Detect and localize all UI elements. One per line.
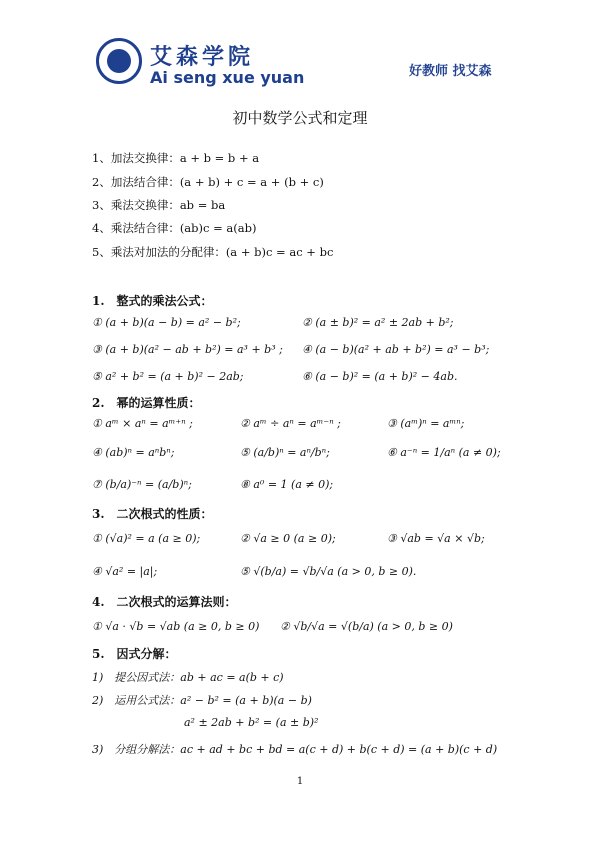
section-heading-1: 1. 整式的乘法公式： [92, 294, 213, 308]
formula-1-3: ③ (a + b)(a² − ab + b²) = a³ + b³ ; [92, 343, 283, 356]
formula-3-5: ⑤ √(b/a) = √b/√a (a > 0, b ≥ 0). [240, 565, 417, 578]
formula-1-6: ⑥ (a − b)² = (a + b)² − 4ab. [302, 370, 458, 383]
factor-method-2b: a² ± 2ab + b² = (a ± b)² [184, 716, 319, 729]
slogan: 好教师 找艾森 [409, 64, 492, 79]
logo-emblem [96, 38, 142, 84]
law-5: 5、乘法对加法的分配律：(a + b)c = ac + bc [92, 245, 334, 259]
law-1: 1、加法交换律：a + b = b + a [92, 151, 260, 165]
law-2: 2、加法结合律：(a + b) + c = a + (b + c) [92, 175, 324, 189]
brand-name-cn: 艾森学院 [150, 45, 255, 70]
page-number: 1 [296, 776, 304, 787]
factor-method-1: 1) 提公因式法：ab + ac = a(b + c) [92, 671, 284, 684]
section-heading-2: 2. 幂的运算性质： [92, 396, 201, 410]
factor-method-2: 2) 运用公式法：a² − b² = (a + b)(a − b) [92, 694, 312, 707]
formula-3-2: ② √a ≥ 0 (a ≥ 0); [240, 532, 336, 545]
formula-3-1: ① (√a)² = a (a ≥ 0); [92, 532, 201, 545]
factor-method-3: 3) 分组分解法：ac + ad + bc + bd = a(c + d) + b(c + d) = (a + b)(c + d) [92, 743, 498, 756]
formula-1-1: ① (a + b)(a − b) = a² − b²; [92, 316, 241, 329]
formula-1-4: ④ (a − b)(a² + ab + b²) = a³ − b³; [302, 343, 490, 356]
section-heading-3: 3. 二次根式的性质： [92, 507, 213, 521]
formula-3-3: ③ √ab = √a × √b; [387, 532, 485, 545]
formula-3-4: ④ √a² = |a|; [92, 565, 158, 578]
formula-2-7: ⑦ (b/a)⁻ⁿ = (a/b)ⁿ; [92, 478, 192, 491]
formula-4-2: ② √b/√a = √(b/a) (a > 0, b ≥ 0) [280, 620, 453, 633]
owl-icon [107, 49, 131, 73]
formula-1-2: ② (a ± b)² = a² ± 2ab + b²; [302, 316, 454, 329]
formula-2-8: ⑧ a⁰ = 1 (a ≠ 0); [240, 478, 334, 491]
formula-2-6: ⑥ a⁻ⁿ = 1/aⁿ (a ≠ 0); [387, 446, 501, 459]
page-title: 初中数学公式和定理 [232, 109, 368, 127]
formula-2-4: ④ (ab)ⁿ = aⁿbⁿ; [92, 446, 175, 459]
law-4: 4、乘法结合律：(ab)c = a(ab) [92, 221, 257, 235]
formula-2-3: ③ (aᵐ)ⁿ = aᵐⁿ; [387, 417, 465, 430]
law-3: 3、乘法交换律：ab = ba [92, 198, 226, 212]
section-heading-4: 4. 二次根式的运算法则： [92, 595, 237, 609]
brand-name-en: Ai seng xue yuan [150, 68, 305, 87]
formula-4-1: ① √a · √b = √ab (a ≥ 0, b ≥ 0) [92, 620, 260, 633]
formula-2-1: ① aᵐ × aⁿ = aᵐ⁺ⁿ ; [92, 417, 193, 430]
formula-2-2: ② aᵐ ÷ aⁿ = aᵐ⁻ⁿ ; [240, 417, 341, 430]
formula-2-5: ⑤ (a/b)ⁿ = aⁿ/bⁿ; [240, 446, 330, 459]
formula-1-5: ⑤ a² + b² = (a + b)² − 2ab; [92, 370, 244, 383]
section-heading-5: 5. 因式分解： [92, 647, 177, 661]
